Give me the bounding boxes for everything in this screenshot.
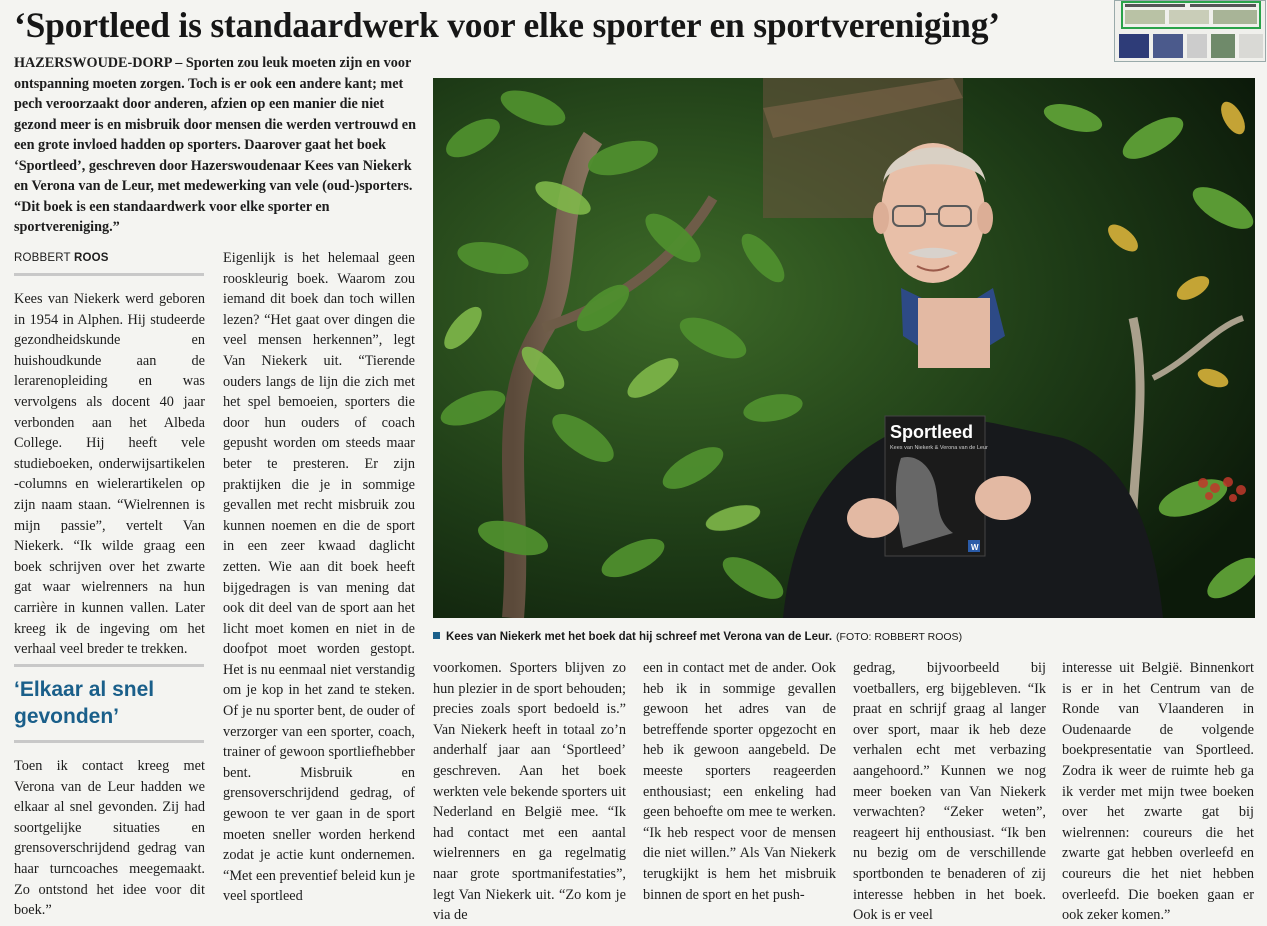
subheading: ‘Elkaar al snel gevonden’ [14,678,155,728]
article-column-2: Eigenlijk is het helemaal geen rooskleurig boek. Waarom zou iemand dit boek dan toch willen lezen? “Het gaat over dingen die veel mensen herkennen”, legt Van Niekerk uit. “Tierende ouders langs de lijn die zich met het spel bemoeien, sporters die door hun ouders of coach gepusht worden om steeds maar beter te presteren. Er zijn praktijken die je in sommige gevallen met recht misbruik zou kunnen noemen en die de sport in een zeer kwaad daglicht zetten. Wie aan dit boek heeft bijgedragen is van mening dat ook dit deel van de sport aan het licht moet komen en niet in de doofpot moet worden gestopt. Het is nu eenmaal niet verstandig om je kop in het zand te steken. Of je nu sporter bent, de ouder of verzorger van een sporter, coach, trainer of gewoon sportliefhebber bent. Misbruik en grensoverschrijdend gedrag, of gewoon te ver gaan in de sport moeten sneller worden herkend zodat je actie kunt ondernemen. “Met een preventief beleid kun je veel sportleed [223,250,415,905]
photo-caption [433,631,962,643]
article-column-4: een in contact met de ander. Ook heb ik in sommige gevallen gewoon het adres van de betreffende sporter opgezocht en heb ik gewoon aangebeld. De meeste sporters reageerden enthousiast; een enkeling had geen behoefte om mee te werken. “Ik heb respect voor de mensen die niet willen.” Als Van Niekerk terugkijkt is hem het misbruik binnen de sport en het push- [643,660,836,903]
caption-text: Kees van Niekerk met het boek dat hij schreef met Verona van de Leur. [446,631,833,643]
subhead-rule-bottom [14,740,204,743]
article-column-3: voorkomen. Sporters blijven zo hun plezier in de sport behouden; precies zoals sport bedoeld is.” Van Niekerk heeft in totaal zo’n anderhalf jaar aan ‘Sportleed’ geschreven. Aan het boek werkten vele bekende sporters uit Nederland en België mee. “Ik had contact met een aantal wielrenners en ga regelmatig naar grote sportmanifestaties”, legt Van Niekerk uit. “Zo kom je via de [433,660,626,924]
page-thumbnail[interactable] [1114,0,1266,62]
byline-last: ROOS [73,252,109,264]
article-column-6: interesse uit België. Binnenkort is er in het Centrum van de Ronde van Vlaanderen in Oudenaarde de volgende boekpresentatie van Sportleed. Zodra ik weer de ruimte heb ga ik verder met mijn twee boeken over het zwarte gat bij wielrennen: coureurs die het zwarte gat hebben overleefd en coureurs die het niet hebben overleefd. Die boeken gaan er ook zeker komen.” [1062,660,1254,924]
dateline: HAZERSWOUDE-DORP – [14,55,183,71]
headline: ‘Sportleed is standaardwerk voor elke sporter en sportvereniging’ [14,5,1000,45]
intro-paragraph [14,53,416,238]
publisher-mark: W [971,543,979,552]
article-photo [433,78,1255,618]
thumbnail-selection [1121,1,1261,29]
intro-text: Sporten zou leuk moeten zijn en voor ontspanning moeten zorgen. Toch is er ook een andere kant; met pech veroorzaakt door anderen, afzien op een manier die niet gezond meer is en misbruik door mensen die werden vertrouwd en een grote invloed hadden op sporters. Daarover gaat het boek ‘Sportleed’, geschreven door Hazerswoudenaar Kees van Niekerk en Verona van de Leur, met medewerking van vele (oud-)sporters. “Dit boek is een standaardwerk voor elke sporter en sportvereniging.” [14,55,416,235]
book-cover [885,416,988,556]
byline [14,252,109,264]
subhead-rule-top [14,664,204,667]
caption-square-icon [433,632,440,639]
article-column-1: Kees van Niekerk werd geboren in 1954 in Alphen. Hij studeerde gezondheidskunde en huishoudkunde aan de lerarenopleiding en was vervolgens als docent 40 jaar verbonden aan het Albeda College. Hij heeft vele studieboeken, onderwijsartikelen -columns en wielerartikelen op zijn naam staan. “Wielrennen is mijn passie”, vertelt Van Niekerk. “Ik wilde graag een boek schrijven over het zwarte gat waar wielrenners na hun carrière in kunnen vallen. Later kreeg ik de ingeving om het verhaal veel breder te trekken. [14,291,205,658]
photo-illustration [433,78,1255,618]
article-column-1b: Toen ik contact kreeg met Verona van de Leur hadden we elkaar al snel gevonden. Zij had soortgelijke situaties en grensoverschrijdend gedrag van haar turncoaches meegemaakt. Zo ontstond het idee voor dit boek.” [14,758,205,919]
photo-credit: (FOTO: ROBBERT ROOS) [836,631,963,643]
book-authors: Kees van Niekerk & Verona van de Leur [890,445,988,451]
byline-rule [14,273,204,276]
byline-first: ROBBERT [14,252,71,264]
article-column-5: gedrag, bijvoorbeeld bij voetballers, erg bijgebleven. “Ik praat en schrijf graag al langer over sport, maar ik heb deze verhalen echt met verbazing aangehoord.” Kunnen we nog meer boeken van Van Niekerk verwachten? “Zeker weten”, reageert hij enthousiast. “Ik ben nu bezig om de verschillende sportbonden te benaderen of zij interesse hebben in het boek. Ook is er veel [853,660,1046,924]
book-title: Sportleed [890,422,974,442]
